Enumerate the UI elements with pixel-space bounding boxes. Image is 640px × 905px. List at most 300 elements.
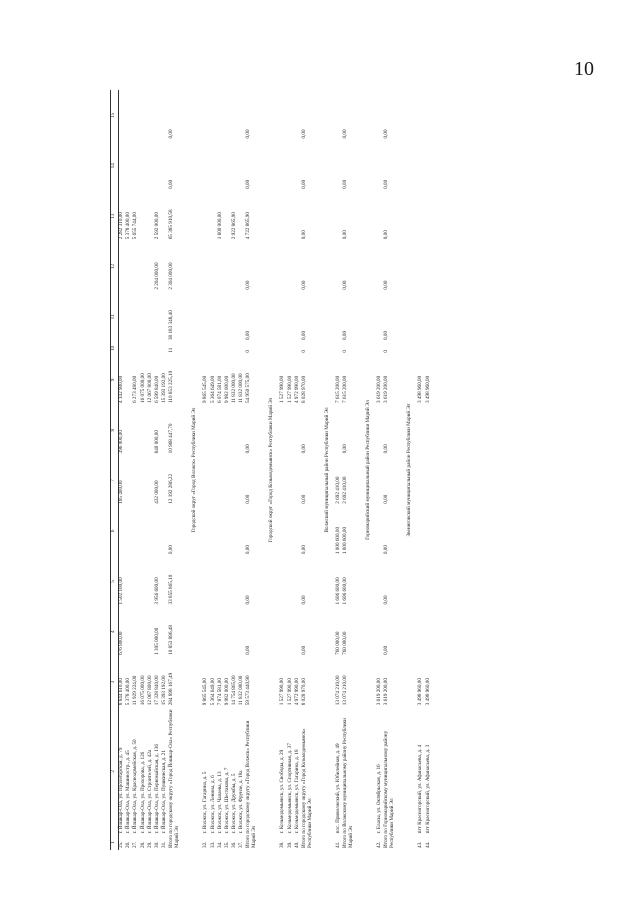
value-cell: 9 982 000,00 [223,375,230,403]
value-cell: 3 498 960,00 [417,375,424,403]
value-cell [218,556,225,606]
total-value-cell: 10 968 447,70 [168,423,175,454]
section-title-row [404,90,418,850]
value-cell [133,556,140,606]
table-row [218,90,225,850]
value-cell [295,342,302,355]
total-value-cell: 0,00 [301,230,307,240]
value-cell [288,556,295,606]
value-cell [203,607,210,657]
value-cell [133,607,140,657]
value-cell [426,191,433,241]
section-title: Волжский муниципальный район Республики Марий Эл [324,407,330,533]
value-cell [280,141,287,191]
value-cell [426,506,433,556]
total-value-cell: 0,00 [383,129,390,139]
value-cell: 11 929 224,00 [132,675,139,706]
value-cell [218,455,225,505]
table-row [203,90,210,850]
total-label: Итого по городскому округу «Город Козьмодемьянск» Республики Марий Эл [301,728,313,848]
spacer-cell [396,90,404,850]
value-cell [203,241,210,291]
value-cell [232,342,239,355]
value-cell [280,292,287,342]
value-cell [141,607,148,657]
value-cell: 676 800,00 [118,631,124,655]
value-cell: 8 844 610,00 [118,678,124,706]
value-cell [280,191,287,241]
value-cell: 5 364 649,00 [209,678,216,706]
total-value-cell: 59 573 440,90 [245,675,252,706]
total-value-cell: 0,00 [383,179,390,189]
total-value-cell: 0,00 [168,129,175,139]
total-value-cell: 0,00 [301,330,307,341]
value-cell [203,90,210,141]
total-label: Итого по городскому округу «Город Волжск» Республики Марий Эл [245,720,258,848]
total-value-cell: 0,00 [245,179,252,189]
value-cell: 2 692 410,00 [335,476,341,504]
value-cell [218,607,225,657]
spacer-row [396,90,404,850]
value-cell [141,342,148,355]
value-cell [155,292,162,342]
value-cell: 7 615 200,00 [335,375,341,403]
total-value-cell: 0,00 [342,280,349,290]
address-cell: г. Волжск, ул. Гагарина, д. 5 [202,771,209,834]
column-header: 7 [111,455,119,505]
address-cell: г. Козьмодемьянск, ул. Гагарина, д. 18 [293,749,300,834]
value-cell [155,90,162,141]
address-cell: г. Волжск, ул. Дружбы, д. 5 [231,773,238,834]
value-cell [232,241,239,291]
total-value-cell: 1 000 600,00 [342,526,349,555]
value-cell [280,506,287,556]
table-row [148,90,155,850]
total-value-cell: 0,00 [383,494,390,504]
total-value-cell: 13 074 210,00 [342,675,349,706]
address-cell: г. Волжск, ул. Фрунзе, д. 18а [238,770,245,834]
value-cell: 3 619 200,00 [376,678,383,706]
value-cell [126,90,133,141]
row-number: 39. [286,841,293,848]
row-number: 28. [139,841,146,848]
value-cell: 15 393 192,00 [161,675,168,706]
column-header: 9 [111,355,119,405]
value-cell [418,241,425,291]
value-cell: 11 832 000,00 [231,373,238,403]
total-value-cell: 3 619 200,00 [383,678,390,706]
value-cell [211,141,218,191]
total-value-cell: 2 304 000,00 [168,262,175,290]
value-cell [418,556,425,606]
value-cell [336,342,343,355]
spacer-cell [258,90,266,850]
value-cell [211,556,218,606]
value-cell [211,455,218,505]
table-row [211,90,218,850]
value-cell [148,342,155,355]
table-row [133,90,140,850]
column-header: 2 [111,707,119,835]
total-value-cell: 0,00 [245,330,252,341]
value-cell [280,405,287,455]
table-row [418,90,425,850]
value-cell [218,506,225,556]
value-cell [203,556,210,606]
value-cell [133,292,140,342]
value-cell: 1 000 600,00 [335,526,341,555]
address-cell: г. Йошкар-Ола, ул. Строителей, д. 42а [146,749,153,834]
total-value-cell: 0,00 [342,129,349,139]
value-cell [119,241,127,291]
value-cell [141,292,148,342]
total-row [384,90,396,850]
repair-cost-table [110,90,433,850]
value-cell [119,506,127,556]
value-cell [288,342,295,355]
value-cell [225,405,232,455]
total-row [169,90,181,850]
value-cell [225,607,232,657]
value-cell: 7 874 581,00 [216,678,223,706]
spacer-row [314,90,322,850]
value-cell: 4 972 990,00 [293,375,300,403]
header-row [111,90,119,850]
total-value-cell: 11 [168,347,175,353]
address-cell: г. Козьмодемьянск, ул. Свободы, д. 29 [279,749,286,834]
row-number: 43. [417,841,424,848]
total-value-cell: 0,00 [301,444,307,454]
value-cell [126,607,133,657]
value-cell [225,141,232,191]
total-value-cell: 0 [245,350,252,353]
total-value-cell: 0,00 [245,494,252,504]
value-cell [211,506,218,556]
table-body [119,90,433,850]
address-cell: г. Козьмодемьянск, ул. Спортивная, д. 37 [286,743,293,834]
value-cell [288,90,295,141]
value-cell: 185 400,00 [118,480,124,504]
row-number: 35. [223,841,230,848]
value-cell: 760 000,00 [335,631,341,655]
value-cell [426,607,433,657]
value-cell [141,506,148,556]
value-cell [418,342,425,355]
value-cell [203,292,210,342]
table-row [119,90,127,850]
value-cell: 6 074 581,00 [216,375,223,403]
total-value-cell: 0,00 [342,444,349,454]
value-cell: 1 527 990,00 [286,678,293,706]
row-number: 42. [376,841,383,848]
column-header: 13 [111,191,119,241]
value-cell [280,455,287,505]
row-number: 40. [293,841,300,848]
column-header: 15 [111,90,119,141]
value-cell [133,90,140,141]
column-header: 4 [111,607,119,657]
table-row [225,90,232,850]
value-cell [239,342,246,355]
total-value-cell: 0,00 [342,230,349,240]
address-cell: г. Йошкар-Ола, ул. Красноармейская, д. 50 [132,739,139,834]
total-value-cell: 12 192 286,22 [168,473,175,504]
value-cell [426,141,433,191]
section-title-row [322,90,336,850]
total-label: Итого по Горномарийскому муниципальному району Республики Марий Эл [383,730,396,848]
value-cell [418,506,425,556]
value-cell: 5 655 744,00 [132,212,139,240]
value-cell [426,455,433,505]
value-cell [211,292,218,342]
value-cell [133,455,140,505]
address-cell: г. Волжск, ул. Ленина, д. 6 [209,775,216,834]
value-cell [288,506,295,556]
value-cell: 6 273 480,00 [132,375,139,403]
value-cell [133,241,140,291]
section-title-row [266,90,280,850]
total-value-cell: 0,00 [342,179,349,189]
value-cell [288,405,295,455]
value-cell [232,556,239,606]
value-cell [203,191,210,241]
value-cell [203,506,210,556]
value-cell [232,455,239,505]
value-cell [126,556,133,606]
total-value-cell: 54 950 575,00 [245,373,252,403]
total-value-cell: 38 183 348,40 [168,310,175,341]
column-header: 3 [111,657,119,707]
value-cell [377,342,384,355]
value-cell [225,556,232,606]
value-cell: 5 364 649,00 [209,375,216,403]
value-cell: 1 527 990,00 [286,375,293,403]
address-cell: г. Волжск, ул. Шестакова, д. 7 [223,767,230,834]
total-row [343,90,355,850]
value-cell: 3 498 960,00 [417,678,424,706]
section-title: Городской округ «Город Козьмодемьянск» Республики Марий Эл [268,397,275,543]
value-cell [426,292,433,342]
value-cell [225,506,232,556]
value-cell [126,141,133,191]
total-value-cell: 0,00 [301,179,307,189]
total-value-cell: 0,00 [301,129,307,139]
table-row [126,90,133,850]
total-value-cell: 0,00 [383,645,390,655]
total-label: Итого по Волжскому муниципальному району Республики Марий Эл [342,718,355,848]
value-cell: 3 956 600,00 [153,577,160,605]
total-value-cell: 284 898 167,49 [168,672,175,706]
table-row [232,90,239,850]
address-cell: г. Йошкар-Ола, ул. Пролетарская, д. 79 [118,747,124,834]
spacer-cell [314,90,322,850]
row-number: 29. [146,841,153,848]
value-cell: 1 527 990,00 [279,678,286,706]
total-value-cell: 0,00 [245,280,252,290]
value-cell [211,607,218,657]
total-value-cell: 3 619 200,00 [383,375,390,403]
column-header: 12 [111,241,119,291]
value-cell: 9 865 545,00 [202,375,209,403]
value-cell [211,90,218,141]
table-row [141,90,148,850]
value-cell [203,342,210,355]
spacer-cell [181,90,189,850]
total-value-cell: 0,00 [301,280,307,290]
row-number: 34. [216,841,223,848]
value-cell: 1 527 990,00 [279,375,286,403]
value-cell [119,90,127,141]
value-cell: 4 142 900,00 [118,375,124,403]
total-value-cell: 4 722 865,90 [245,212,252,240]
table-row [155,90,162,850]
value-cell: 840 000,00 [153,430,160,454]
value-cell [119,342,127,355]
value-cell [418,405,425,455]
row-number: 26. [125,841,132,848]
value-cell: 9 865 545,00 [202,678,209,706]
column-header: 11 [111,292,119,342]
row-number: 44. [424,841,431,848]
value-cell [133,405,140,455]
total-value-cell: 65 385 910,58 [168,209,175,240]
value-cell: 396 000,00 [118,430,124,454]
value-cell [232,506,239,556]
value-cell: 12 067 800,00 [146,373,153,403]
value-cell: 11 832 000,00 [238,373,245,403]
column-header: 8 [111,405,119,455]
total-value-cell: 8 028 970,00 [301,678,307,706]
row-number: 30. [153,841,160,848]
value-cell [418,292,425,342]
value-cell [288,607,295,657]
value-cell [218,241,225,291]
column-header: 10 [111,342,119,355]
value-cell [203,405,210,455]
row-number: 32. [202,841,209,848]
value-cell: 3 619 200,00 [376,375,383,403]
section-title-row [363,90,377,850]
section-title: Звениговский муниципальный район Республики Марий Эл [406,403,413,537]
value-cell [148,90,155,141]
total-value-cell: 0,00 [245,129,252,139]
total-value-cell: 0,00 [301,494,307,504]
value-cell [418,191,425,241]
value-cell [148,292,155,342]
total-value-cell: 0,00 [301,545,307,555]
value-cell: 5 378 400,00 [125,212,132,240]
value-cell: 1 305 000,00 [153,627,160,655]
total-value-cell: 33 855 865,10 [168,574,175,605]
row-number: 31. [161,841,168,848]
address-cell: г. Йошкар-Ола, ул. Прохорова, д. 126 [139,751,146,834]
value-cell [225,90,232,141]
address-cell: г. Волжск, ул. Чапаева, д. 13 [216,771,223,834]
value-cell: 1 502 100,00 [118,577,124,605]
value-cell [133,342,140,355]
total-value-cell: 0,00 [383,330,390,341]
address-cell: г. Йошкар-Ола, ул. Машиностр., д. 45 [125,750,132,834]
value-cell [126,342,133,355]
row-number: 37. [238,841,245,848]
value-cell [148,506,155,556]
table-row [426,90,433,850]
value-cell: 15 393 192,00 [161,373,168,403]
row-number: 27. [132,841,139,848]
value-cell [211,342,218,355]
value-cell: 12 067 800,00 [146,675,153,706]
value-cell: 6 599 840,00 [153,375,160,403]
address-cell: пгт Красногорский, ул. Афанасьева, д. 3 [424,744,431,834]
value-cell [211,241,218,291]
value-cell: 2 282 310,00 [118,212,124,240]
value-cell: 4 972 990,00 [293,678,300,706]
value-cell [133,141,140,191]
value-cell [126,292,133,342]
total-label: Итого по городскому округу «Город Йошкар-Ола» Республики Марий Эл [168,709,181,848]
value-cell [133,506,140,556]
value-cell [232,141,239,191]
value-cell [119,292,127,342]
value-cell: 9 982 000,00 [223,678,230,706]
value-cell [288,191,295,241]
value-cell: 3 498 960,00 [424,678,431,706]
value-cell: 2 592 000,00 [153,212,160,240]
address-cell: г. Еласы, ул. Октябрьская, д. 16 [376,764,383,834]
value-cell: 16 075 000,00 [139,675,146,706]
total-value-cell: 8 028 970,00 [301,375,307,403]
column-header: 1 [111,835,119,850]
total-value-cell: 1 606 600,00 [342,577,349,605]
total-value-cell: 2 692 410,00 [342,476,349,504]
total-value-cell: 0 [383,350,390,353]
value-cell [218,405,225,455]
value-cell [148,141,155,191]
row-number: 33. [209,841,216,848]
value-cell [418,141,425,191]
value-cell [232,405,239,455]
row-number: 36. [231,841,238,848]
value-cell [155,506,162,556]
spacer-cell [355,90,363,850]
value-cell [141,455,148,505]
total-value-cell: 7 615 200,00 [342,375,349,403]
value-cell [280,342,287,355]
value-cell [203,141,210,191]
rotated-table-container [110,90,620,850]
value-cell: 2 922 865,90 [231,212,238,240]
spacer-row [258,90,266,850]
value-cell: 16 075 000,00 [139,373,146,403]
value-cell [141,241,148,291]
total-value-cell: 0,00 [168,179,175,189]
value-cell [203,455,210,505]
column-header: 14 [111,141,119,191]
value-cell: 17 328 840,00 [153,675,160,706]
value-cell [141,405,148,455]
value-cell [225,292,232,342]
total-value-cell: 0,00 [383,280,390,290]
value-cell [155,342,162,355]
row-number: 38. [279,841,286,848]
total-value-cell: 0,00 [245,545,252,555]
value-cell [141,141,148,191]
value-cell [141,90,148,141]
value-cell [225,455,232,505]
total-value-cell: 0 [301,350,307,353]
page-number: 10 [574,58,594,80]
total-value-cell: 0,00 [301,645,307,655]
